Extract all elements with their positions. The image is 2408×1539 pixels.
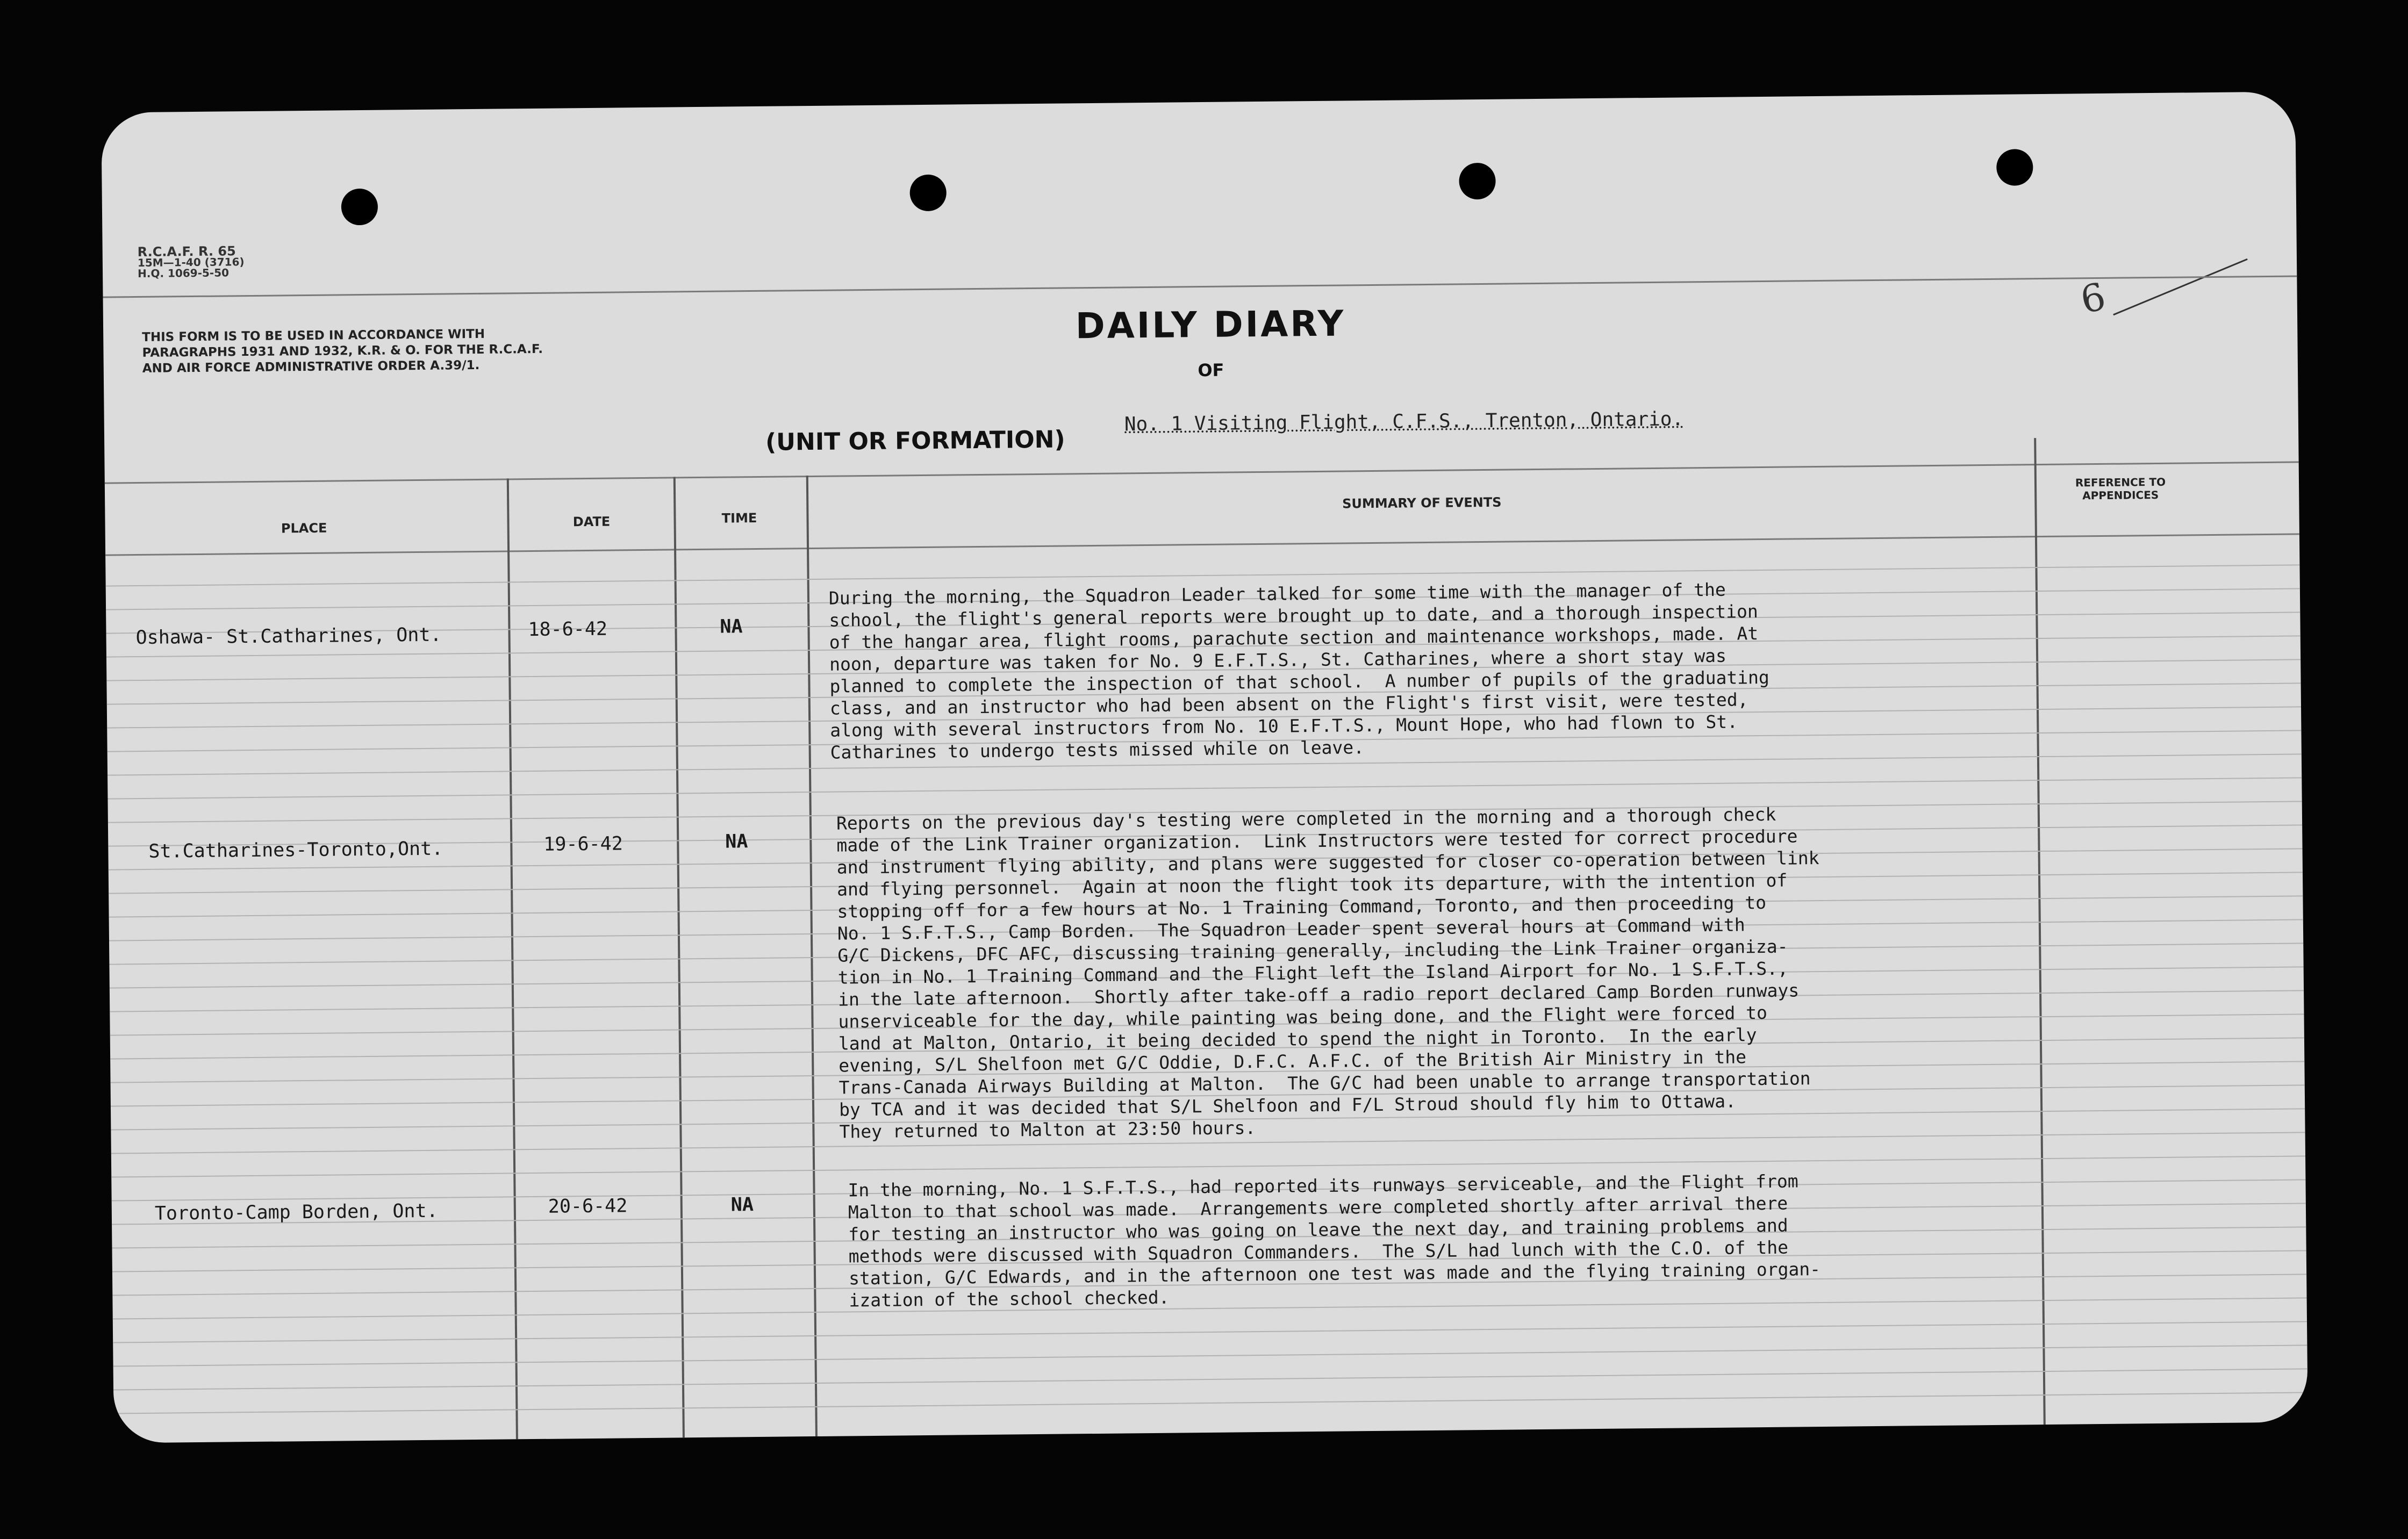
- entry-date: 18-6-42: [528, 618, 608, 641]
- entry-place: St.Catharines-Toronto,Ont.: [148, 838, 443, 862]
- entry-place: Oshawa- St.Catharines, Ont.: [135, 624, 442, 649]
- diary-title: DAILY DIARY: [1075, 303, 1346, 347]
- header-rule: [103, 275, 2297, 298]
- title-of: OF: [1198, 359, 1224, 381]
- page-mark: 6: [2076, 274, 2110, 322]
- entry-time: NA: [720, 616, 743, 638]
- unit-value: No. 1 Visiting Flight, C.F.S., Trenton, Ontario.: [1124, 408, 1684, 436]
- entry-summary: Reports on the previous day's testing were completed in the morning and a thorough check made of the Link Trainer organization. Link Instructors were tested for correct procedure and instrument flying ability, and plans were suggested for closer co-operation between link and flying personnel. Again at noon the flight took its departure, with the intention of stopping off for a few hours at No. 1 Training Command, Toronto, and then proceeding to No. 1 S.F.T.S., Camp Borden. The Squadron Leader spent several hours at Command with G/C Dickens, DFC AFC, discussing training generally, including the Link Trainer organiza- tion in No. 1 Training Command and the Flight left the Island Airport for No. 1 S.F.T.S., in the late afternoon. Shortly after take-off a radio report declared Camp Borden runways unserviceable for the day, while painting was being done, and the Flight were forced to land at Malton, Ontario, it being decided to spend the night in Toronto. In the early evening, S/L Shelfoon met G/C Oddie, D.F.C. A.F.C. of the British Air Ministry in the Trans-Canada Airways Building at Malton. The G/C had been unable to arrange transportation by TCA and it was decided that S/L Shelfoon and F/L Stroud should fly him to Ottawa. They returned to Malton at 23:50 hours.: [836, 803, 1819, 1142]
- entry-place: Toronto-Camp Borden, Ont.: [154, 1200, 438, 1225]
- form-notice: THIS FORM IS TO BE USED IN ACCORDANCE WITH PARAGRAPHS 1931 AND 1932, K.R. & O. FOR THE R.C.A.F. AND AIR FORCE ADMINISTRATIVE ORDER A.39/1.: [142, 327, 543, 376]
- punch-hole: [1459, 163, 1496, 200]
- column-divider: [673, 477, 685, 1437]
- form-number-line: H.Q. 1069-5-50: [137, 266, 230, 281]
- table-top-rule: [105, 461, 2299, 484]
- unit-label: (UNIT OR FORMATION): [765, 426, 1065, 456]
- entry-summary: In the morning, No. 1 S.F.T.S., had reported its runways serviceable, and the Flight from Malton to that school was made. Arrangements were completed shortly after arrival there for testing an instructor who was going on leave the next day, and training problems and methods were discussed with Squadron Commanders. The S/L had lunch with the C.O. of the station, G/C Edwards, and in the afternoon one test was made and the flying training organ- ization of the school checked.: [848, 1170, 1821, 1311]
- column-header-date: DATE: [572, 514, 611, 530]
- column-header-place: PLACE: [281, 520, 327, 536]
- punch-hole: [341, 189, 378, 226]
- column-header-summary: SUMMARY OF EVENTS: [1342, 494, 1502, 512]
- entry-date: 19-6-42: [543, 833, 624, 855]
- ruled-line: [113, 1368, 2307, 1390]
- entry-time: NA: [725, 831, 748, 853]
- column-header-reference: REFERENCE TO APPENDICES: [2075, 475, 2166, 502]
- diary-card: [101, 91, 2308, 1443]
- column-divider: [806, 476, 818, 1436]
- column-header-rule: [105, 533, 2299, 556]
- form-number: [137, 243, 245, 281]
- column-divider: [507, 478, 518, 1439]
- ruled-line: [113, 1321, 2307, 1343]
- entry-time: NA: [730, 1194, 754, 1216]
- ruled-line: [108, 777, 2302, 799]
- pen-check-mark: [2113, 258, 2248, 315]
- entry-date: 20-6-42: [548, 1195, 628, 1218]
- form-number-line: 15M—1-40 (3716): [137, 255, 245, 270]
- ruled-line: [113, 1392, 2307, 1414]
- punch-hole: [1996, 149, 2033, 186]
- column-header-time: TIME: [721, 510, 757, 526]
- punch-hole: [909, 175, 947, 212]
- entry-summary: During the morning, the Squadron Leader talked for some time with the manager of the school, the flight's general reports were brought up to date, and a thorough inspection of the hangar area, flight rooms, parachute section and maintenance workshops, made. At noon, departure was taken for No. 9 E.F.T.S., St. Catharines, where a short stay was planned to complete the inspection of that school. A number of pupils of the graduating class, and an instructor who had been absent on the Flight's first visit, were tested, along with several instructors from No. 10 E.F.T.S., Mount Hope, who had flown to St. Catharines to undergo tests missed while on leave.: [828, 579, 1769, 763]
- ruled-line: [111, 1155, 2305, 1177]
- form-number-line: R.C.A.F. R. 65: [137, 243, 236, 260]
- ruled-line: [113, 1344, 2307, 1367]
